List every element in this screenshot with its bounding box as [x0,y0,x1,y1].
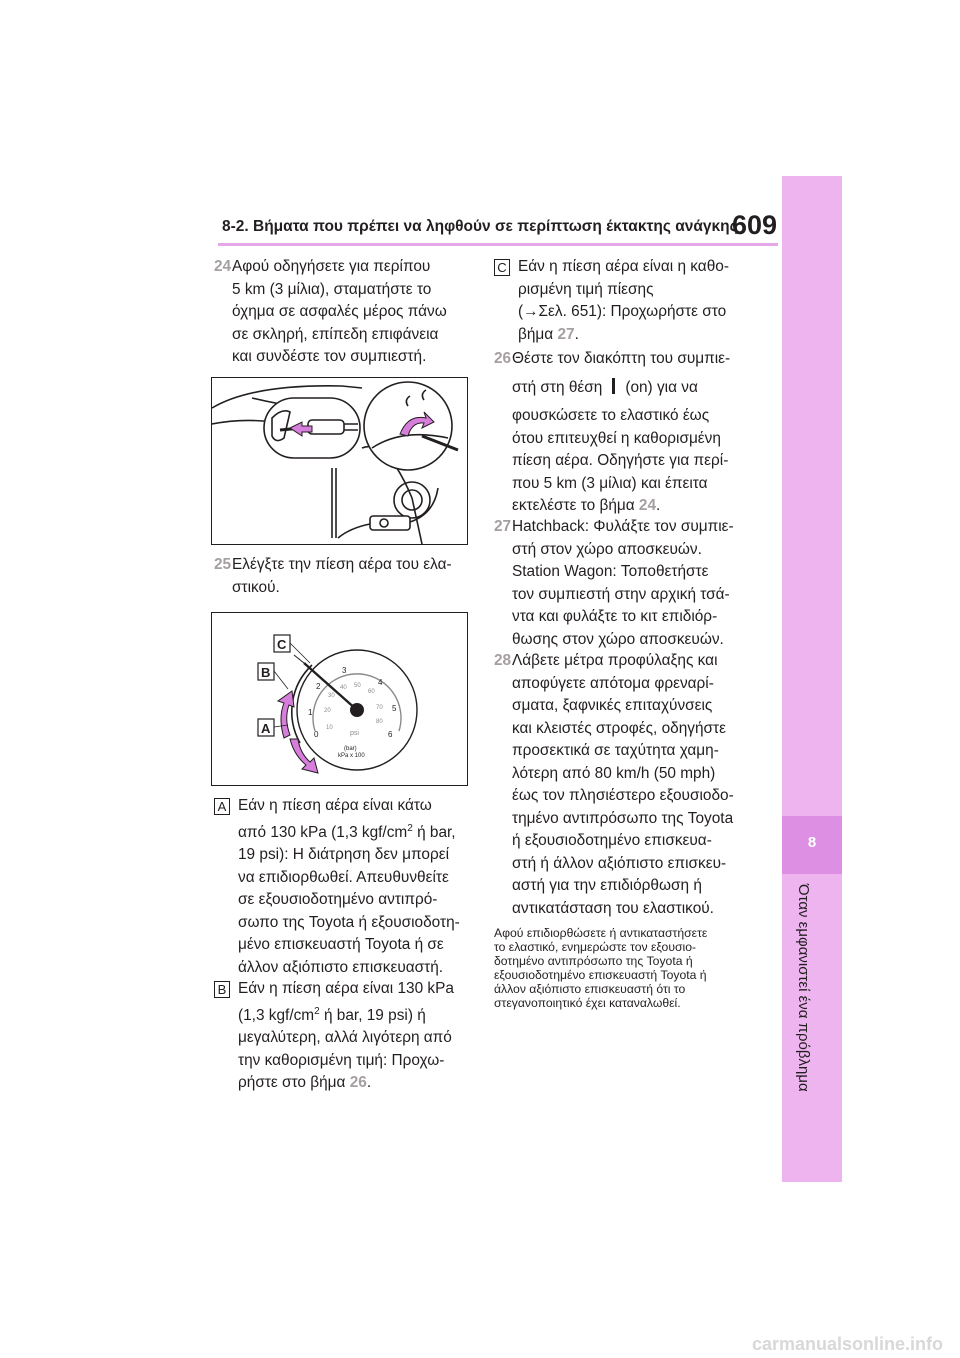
item-text: την καθορισμένη τιμή: Προχω- [238,1051,445,1069]
gauge-label-b: B [261,665,271,680]
item-text: (1,3 kgf/$cm^2$ ή bar, 19 psi) ή [238,1005,426,1024]
step-text: που 5 km (3 μίλια) και έπειτα [512,474,708,492]
gauge-label-a: A [261,721,271,736]
step-text: στή στον χώρο αποσκευών. [512,540,702,558]
step-text: πίεση αέρα. Οδηγήστε για περί- [512,452,729,469]
item-text: σωπο της Toyota ή εξουσιοδοτη- [238,913,460,931]
label-c-box: C [494,259,510,276]
page-number: 609 [732,210,778,240]
step-text: τον συμπιεστή στην αρχική τσά- [512,585,730,603]
header-divider [218,243,778,246]
step-text: τημένο αντιπρόσωπο της Toyota [512,809,734,827]
step-number: 25 [214,556,232,573]
step-text: Λάβετε μέτρα προφύλαξης και [512,652,718,669]
psi-tick: 20 [324,708,331,714]
step-text: προσεκτικά σε ταχύτητα χαμη- [512,742,719,759]
step-text: και συνδέστε τον συμπιεστή. [232,348,427,365]
item-text: σε εξουσιοδοτημένο αντιπρό- [238,891,438,908]
step-text: Αφού οδηγήσετε για περίπου [232,258,431,275]
chapter-side-tab [782,176,842,1182]
item-b [214,978,476,1095]
bar-unit: (bar) [344,746,357,752]
item-text: από 130 kPa (1,3 kgf/$cm^2$ ή bar, [238,822,456,841]
step-text: ντα και φυλάξτε το κιτ επιδιόρ- [512,608,718,625]
item-text: Εάν η πίεση αέρα είναι 130 kPa [238,980,454,997]
item-text: Εάν η πίεση αέρα είναι κάτω [238,797,432,814]
chapter-number: 8 [807,834,817,851]
psi-unit: psi [350,730,359,737]
psi-tick: 30 [328,693,335,699]
note-text: στεγανοποιητικό έχει καταναλωθεί. [494,996,681,1010]
step-number: 24 [214,258,232,275]
step-text: αποφύγετε απότομα φρεναρί- [512,674,714,692]
note-text: το ελαστικό, ενημερώστε τον εξουσιο- [494,940,697,954]
step-text: ότου επιτευχθεί η καθορισμένη [512,429,721,447]
step-24 [214,256,474,369]
watermark: carmanualsonline.info [752,1334,944,1354]
step-25 [214,554,474,599]
psi-tick: 70 [376,705,383,711]
step-text: αντικατάσταση του ελαστικού. [512,899,714,917]
repair-note [494,926,762,1010]
step-text: ή εξουσιοδοτημένο επισκευα- [512,832,712,849]
bar-tick: 1 [308,708,313,717]
label-a-box: A [214,798,230,815]
step-26 [494,348,762,518]
gauge-drawing [212,613,467,785]
step-text: στή στη θέση (on) για να [512,378,698,396]
step-text: έως τον πλησιέστερο εξουσιοδο- [512,787,734,804]
step-number: 27 [494,518,512,535]
step-text: και κλειστές στροφές, οδηγήστε [512,719,726,737]
item-text: Εάν η πίεση αέρα είναι η καθο- [518,258,729,275]
step-text: Θέστε τον διακόπτη του συμπιε- [512,350,731,367]
pressure-gauge-illustration [211,612,468,786]
item-text: (→Σελ. 651): Προχωρήστε στο [518,303,727,320]
step-text: εκτελέστε το βήμα 24. [512,497,661,514]
gauge-label-c: C [277,637,287,652]
psi-tick: 40 [340,685,347,691]
bar-tick: 6 [388,730,393,739]
bar-tick: 5 [392,704,397,713]
item-text: μεγαλύτερη, αλλά λιγότερη από [238,1029,452,1046]
bar-tick: 3 [342,666,347,675]
step-number: 26 [494,350,512,367]
step-text: φουσκώσετε το ελαστικό έως [512,407,710,424]
step-text: στικού. [232,578,280,596]
bar-tick: 4 [378,678,383,687]
note-text: Αφού επιδιορθώσετε ή αντικαταστήσετε [494,926,708,940]
kpa-unit: kPa x 100 [338,753,365,759]
note-text: δοτημένο αντιπρόσωπο της Toyota ή [494,954,693,968]
label-b-box: B [214,981,230,998]
psi-tick: 10 [326,725,333,731]
note-text: εξουσιοδοτημένο επισκευαστή Toyota ή [494,968,707,982]
step-text: θωσης στον χώρο αποσκευών. [512,630,724,648]
car-compressor-illustration [212,378,467,544]
compressor-connection-illustration [211,377,468,545]
step-text: Station Wagon: Τοποθετήστε [512,563,709,580]
note-text: άλλον αξιόπιστο επισκευαστή ότι το [494,982,686,996]
item-text: βήμα 27. [518,325,579,343]
item-c [494,256,762,346]
psi-tick: 60 [368,689,375,695]
step-number: 28 [494,652,512,669]
step-text: στή ή άλλον αξιόπιστο επισκευ- [512,854,727,872]
step-reference: 26 [349,1074,367,1091]
step-27 [494,516,762,651]
step-reference: 24 [638,497,657,514]
item-text: ρισμένη τιμή πίεσης [518,280,654,298]
step-text: 5 km (3 μίλια), σταματήστε το [232,280,432,298]
step-text: αστή για την επιδιόρθωση ή [512,877,702,894]
item-text: 19 psi): Η διάτρηση δεν μπορεί [238,846,450,863]
psi-tick: 80 [376,719,383,725]
item-a [214,795,476,979]
step-text: όχημα σε ασφαλές μέρος πάνω [232,303,447,320]
chapter-label: Όταν εμφανιστεί ένα πρόβλημα [795,884,812,1092]
on-switch-symbol-icon [612,378,615,394]
step-28 [494,650,762,920]
item-text: μένο επισκευαστή Toyota ή σε [238,936,444,953]
step-text: σε σκληρή, επίπεδη επιφάνεια [232,325,439,343]
step-text: Hatchback: Φυλάξτε τον συμπιε- [512,518,734,535]
item-text: άλλον αξιόπιστο επισκευαστή. [238,958,444,976]
bar-tick: 0 [314,730,319,739]
psi-tick: 50 [354,683,361,689]
section-title: 8-2. Βήματα που πρέπει να ληφθούν σε περίπτωση έκτακτης ανάγκης [222,218,738,235]
step-text: Ελέγξτε την πίεση αέρα του ελα- [232,556,452,573]
step-text: σματα, ξαφνικές επιταχύνσεις [512,697,713,714]
step-reference: 27 [557,325,575,343]
step-text: λότερη από 80 km/h (50 mph) [512,764,716,782]
bar-tick: 2 [316,682,321,691]
item-text: ρήστε στο βήμα 26. [238,1074,372,1091]
item-text: να επιδιορθωθεί. Απευθυνθείτε [238,868,449,886]
